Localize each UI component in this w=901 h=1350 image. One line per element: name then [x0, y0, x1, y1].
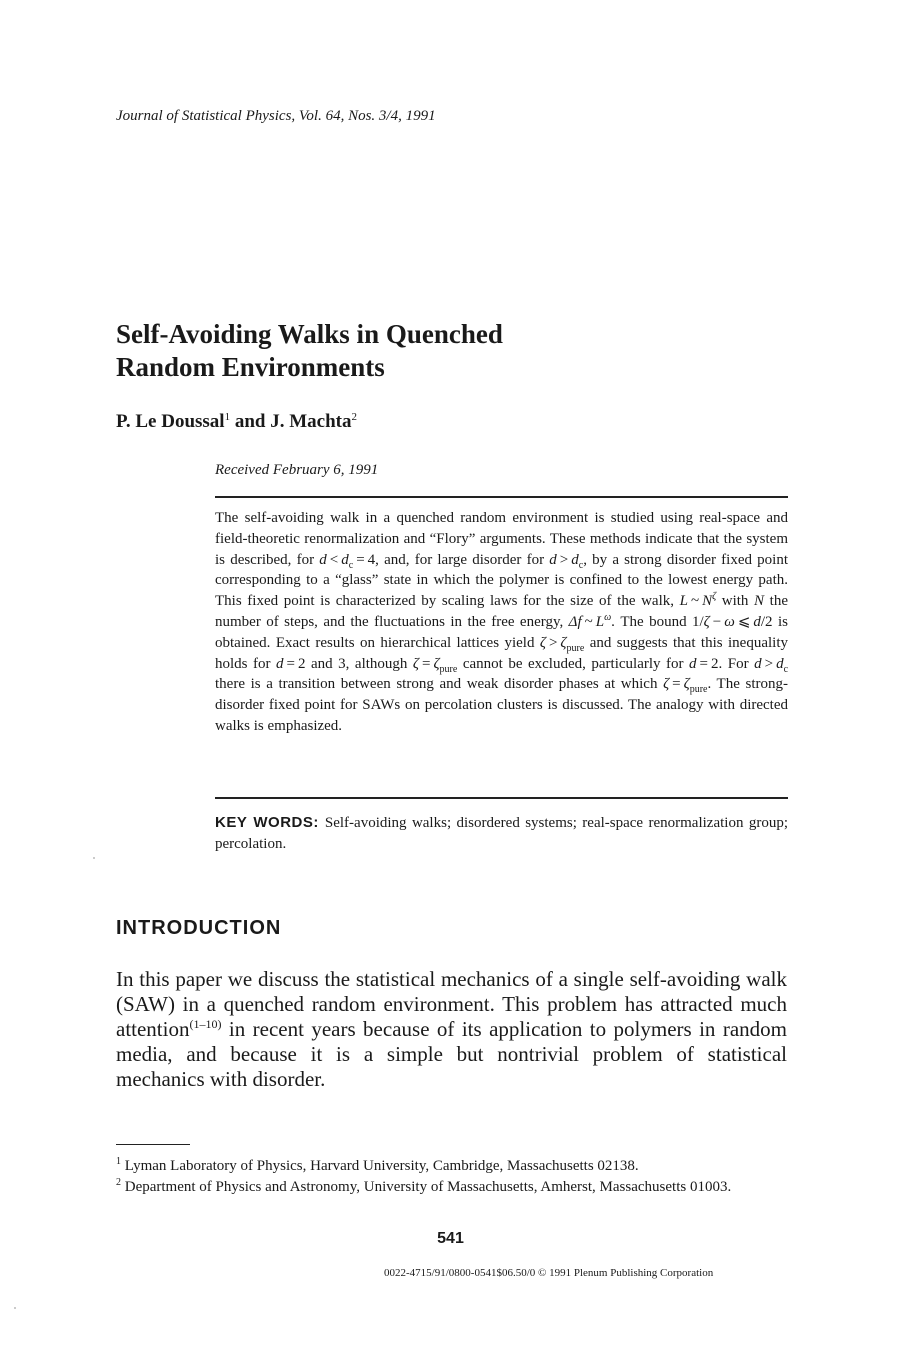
- abstract-text: . The bound: [611, 613, 692, 630]
- footnote-2: [116, 1177, 788, 1198]
- abstract-text: and suggests that this inequality holds for: [215, 634, 788, 672]
- footnote-2-mark: 2: [116, 1177, 121, 1188]
- abstract-text: cannot be excluded, particularly for: [457, 655, 690, 672]
- title-line-2: Random Environments: [116, 352, 385, 382]
- abstract-text: is obtained. Exact results on hierarchical lattices yield: [215, 613, 788, 651]
- footnote-1: [116, 1156, 788, 1177]
- pure-subscript: pure: [566, 642, 585, 654]
- received-date: Received February 6, 1991: [215, 462, 379, 478]
- keywords-label: KEY WORDS:: [215, 814, 319, 831]
- intro-text: in recent years because of its application to polymers in random media, and because it is a simple but nontrivial problem of statistical mechanics with disorder.: [116, 1017, 787, 1091]
- abstract-text: and 3, although: [305, 655, 413, 672]
- abstract-text: , by a strong disorder fixed point corresponding to a “glass” state in which the polymer is confined to the lowest energy path. This fixed point is characterized by scaling laws for the size of the walk,: [215, 551, 789, 610]
- scan-speck: [14, 1307, 16, 1309]
- footnote-rule: [116, 1144, 190, 1145]
- title-line-1: Self-Avoiding Walks in Quenched: [116, 319, 503, 349]
- abstract-text: . The strong-disorder fixed point for SAWs on percolation clusters is discussed. The analogy with directed walks is emphasized.: [215, 676, 788, 734]
- abstract-text: The self-avoiding walk in a quenched random environment is studied using real-space and field-theoretic renormalization and “Flory” arguments. These methods indicate that the system is described, for: [215, 510, 788, 568]
- keywords-text: Self-avoiding walks; disordered systems; real-space renormalization group; percolation.: [215, 815, 789, 852]
- abstract-text: there is a transition between strong and weak disorder phases at which: [215, 676, 664, 693]
- footnote-2-text: Department of Physics and Astronomy, University of Massachusetts, Amherst, Massachusetts 01003.: [121, 1179, 732, 1195]
- abstract-text: . For: [718, 655, 755, 672]
- article-title: [116, 318, 503, 384]
- abstract-text: , and, for large disorder for: [375, 551, 550, 568]
- footnote-1-mark: 1: [116, 1156, 121, 1167]
- scan-speck: [93, 857, 95, 859]
- page-number: 541: [437, 1230, 464, 1247]
- abstract-text: the number of steps, and the fluctuations in the free energy,: [215, 593, 788, 630]
- author-2-affiliation-mark: 2: [351, 411, 357, 423]
- pure-subscript: pure: [439, 663, 458, 675]
- intro-text: In this paper we discuss the statistical mechanics of a single self-avoiding walk (SAW) in a quenched random environment. This problem has attracted much attention: [116, 967, 787, 1041]
- author-conjunction: and: [230, 411, 271, 432]
- author-line: [116, 411, 357, 433]
- abstract-top-rule: [215, 496, 788, 498]
- journal-citation: Journal of Statistical Physics, Vol. 64, Nos. 3/4, 1991: [116, 108, 436, 124]
- abstract-text: with: [716, 593, 755, 610]
- pure-subscript: pure: [689, 684, 708, 696]
- author-1: P. Le Doussal: [116, 411, 225, 432]
- author-2: J. Machta: [270, 411, 352, 432]
- abstract: The self-avoiding walk in a quenched random environment is studied using real-space and field-theoretic renormalization and “Flory” arguments. These methods indicate that the system is described, for $d < d_c = 4$, and, for large disorder for $d > d_c$, by a strong disorder fixed point corresponding to a “glass” state in which the polymer is confined to the lowest energy path. This fixed point is characterized by scaling laws for the size of the walk, L ~ $N^\zeta$ with N the number of steps, and the fluctuations in the free energy, Δf ~ $L^\omega$. The bound 1/ζ − ω ⩽ d/2 is obtained. Exact results on hierarchical lattices yield $\zeta > \zeta_{pure}$ and suggests that this inequality holds for d = 2 and 3, although $\zeta = \zeta_{pure}$ cannot be excluded, particularly for d = 2. For $d > d_c$ there is a transition between strong and weak disorder phases at which $\zeta = \zeta_{pure}$. The strong-disorder fixed point for SAWs on percolation clusters is discussed. The analogy with directed walks is emphasized.: [215, 510, 789, 734]
- author-1-affiliation-mark: 1: [224, 411, 231, 423]
- copyright-line: 0022-4715/91/0800-0541$06.50/0 © 1991 Plenum Publishing Corporation: [384, 1267, 714, 1279]
- section-heading-introduction: INTRODUCTION: [116, 917, 282, 939]
- abstract-bottom-rule: [215, 797, 788, 799]
- keywords: [215, 812, 788, 855]
- footnote-1-text: Lyman Laboratory of Physics, Harvard University, Cambridge, Massachusetts 02138.: [121, 1158, 639, 1174]
- citation-reference[interactable]: (1–10): [189, 1017, 222, 1031]
- introduction-paragraph: [116, 967, 787, 1092]
